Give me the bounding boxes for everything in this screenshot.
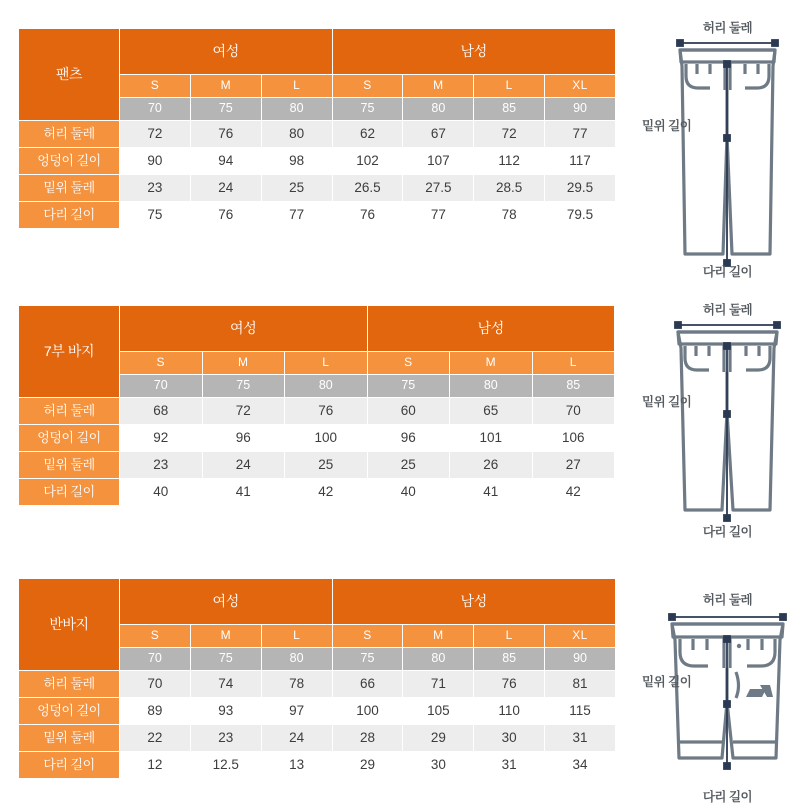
measurement-value-cell: 90 [120, 148, 190, 174]
measurement-value-cell: 105 [403, 698, 473, 724]
measurement-value-cell: 76 [333, 202, 403, 228]
product-name-cell: 반바지 [19, 579, 119, 670]
measurement-value-cell: 68 [120, 398, 202, 424]
measurement-value-cell: 22 [120, 725, 190, 751]
size-number-cell: 75 [203, 375, 285, 397]
measurement-value-cell: 77 [262, 202, 332, 228]
capri-rise-label: 밑위 길이 [642, 395, 692, 409]
size-letter-cell: S [368, 352, 450, 374]
size-number-cell: 80 [403, 98, 473, 120]
measurement-value-cell: 42 [285, 479, 367, 505]
capri-waist-label: 허리 둘레 [702, 303, 753, 317]
measurement-value-cell: 107 [403, 148, 473, 174]
measurement-value-cell: 72 [203, 398, 285, 424]
measurement-value-cell: 117 [545, 148, 615, 174]
size-number-cell: 80 [262, 98, 332, 120]
shorts-leg-label: 다리 길이 [702, 790, 753, 804]
measurement-label-cell: 허리 둘레 [19, 671, 119, 697]
measurement-value-cell: 42 [533, 479, 615, 505]
measurement-value-cell: 93 [191, 698, 261, 724]
pants-waist-label: 허리 둘레 [702, 21, 753, 35]
size-letter-cell: S [120, 352, 202, 374]
size-letter-cell: S [333, 625, 403, 647]
measurement-value-cell: 76 [191, 121, 261, 147]
measurement-value-cell: 100 [285, 425, 367, 451]
table-row [19, 398, 614, 424]
measurement-value-cell: 74 [191, 671, 261, 697]
size-letter-cell: XL [545, 625, 615, 647]
size-number-cell: 85 [474, 648, 544, 670]
size-letter-cell: L [262, 75, 332, 97]
size-number-cell: 75 [368, 375, 450, 397]
capri-garment-icon [640, 300, 800, 540]
size-number-cell: 75 [191, 98, 261, 120]
measurement-value-cell: 94 [191, 148, 261, 174]
measurement-value-cell: 41 [450, 479, 532, 505]
size-number-cell: 70 [120, 98, 190, 120]
measurement-value-cell: 98 [262, 148, 332, 174]
measurement-value-cell: 34 [545, 752, 615, 778]
measurement-value-cell: 12.5 [191, 752, 261, 778]
size-letter-cell: M [403, 625, 473, 647]
size-letter-cell: S [120, 625, 190, 647]
product-name-cell: 7부 바지 [19, 306, 119, 397]
measurement-value-cell: 72 [120, 121, 190, 147]
measurement-value-cell: 78 [262, 671, 332, 697]
size-table [18, 305, 615, 506]
size-table [18, 28, 616, 229]
table-row [19, 121, 615, 147]
measurement-label-cell: 다리 길이 [19, 479, 119, 505]
size-letter-cell: M [203, 352, 285, 374]
measurement-value-cell: 25 [262, 175, 332, 201]
size-chart-block-pants [18, 28, 616, 229]
size-number-cell: 80 [450, 375, 532, 397]
measurement-value-cell: 26.5 [333, 175, 403, 201]
measurement-value-cell: 27 [533, 452, 615, 478]
table-row [19, 725, 615, 751]
measurement-value-cell: 102 [333, 148, 403, 174]
measurement-value-cell: 60 [368, 398, 450, 424]
table-row [19, 202, 615, 228]
measurement-value-cell: 70 [120, 671, 190, 697]
measurement-value-cell: 71 [403, 671, 473, 697]
size-letter-cell: L [285, 352, 367, 374]
measurement-value-cell: 67 [403, 121, 473, 147]
measurement-value-cell: 29 [403, 725, 473, 751]
measurement-value-cell: 31 [545, 725, 615, 751]
measurement-value-cell: 24 [191, 175, 261, 201]
measurement-value-cell: 110 [474, 698, 544, 724]
measurement-value-cell: 72 [474, 121, 544, 147]
gender-header-cell: 남성 [368, 306, 615, 351]
size-letter-cell: L [262, 625, 332, 647]
gender-header-cell: 여성 [120, 306, 367, 351]
pants-diagram [640, 18, 800, 280]
size-number-cell: 75 [333, 98, 403, 120]
measurement-label-cell: 엉덩이 길이 [19, 148, 119, 174]
measurement-value-cell: 62 [333, 121, 403, 147]
measurement-label-cell: 다리 길이 [19, 202, 119, 228]
measurement-value-cell: 26 [450, 452, 532, 478]
measurement-value-cell: 30 [474, 725, 544, 751]
measurement-value-cell: 23 [120, 175, 190, 201]
table-row [19, 479, 614, 505]
capri-leg-label: 다리 길이 [702, 525, 753, 539]
measurement-value-cell: 41 [203, 479, 285, 505]
pants-rise-label: 밑위 길이 [642, 119, 692, 133]
pants-garment-icon [640, 18, 800, 280]
measurement-value-cell: 101 [450, 425, 532, 451]
measurement-value-cell: 115 [545, 698, 615, 724]
measurement-label-cell: 엉덩이 길이 [19, 425, 119, 451]
measurement-value-cell: 77 [403, 202, 473, 228]
measurement-value-cell: 75 [120, 202, 190, 228]
size-chart-block-capri [18, 305, 615, 506]
size-letter-cell: S [333, 75, 403, 97]
measurement-value-cell: 25 [285, 452, 367, 478]
measurement-value-cell: 66 [333, 671, 403, 697]
measurement-value-cell: 106 [533, 425, 615, 451]
size-number-cell: 75 [191, 648, 261, 670]
measurement-label-cell: 다리 길이 [19, 752, 119, 778]
size-number-cell: 70 [120, 375, 202, 397]
table-row [19, 698, 615, 724]
size-letter-cell: M [191, 625, 261, 647]
table-row [19, 425, 614, 451]
measurement-value-cell: 100 [333, 698, 403, 724]
measurement-value-cell: 81 [545, 671, 615, 697]
table-row [19, 452, 614, 478]
size-number-cell: 80 [262, 648, 332, 670]
measurement-value-cell: 23 [120, 452, 202, 478]
measurement-value-cell: 40 [368, 479, 450, 505]
size-number-cell: 85 [474, 98, 544, 120]
measurement-value-cell: 80 [262, 121, 332, 147]
size-number-cell: 90 [545, 648, 615, 670]
gender-header-cell: 남성 [333, 579, 615, 624]
table-row [19, 175, 615, 201]
measurement-label-cell: 밑위 둘레 [19, 452, 119, 478]
size-letter-cell: S [120, 75, 190, 97]
pants-leg-label: 다리 길이 [702, 265, 753, 279]
measurement-label-cell: 엉덩이 길이 [19, 698, 119, 724]
shorts-garment-icon [640, 590, 800, 805]
measurement-label-cell: 허리 둘레 [19, 398, 119, 424]
measurement-value-cell: 78 [474, 202, 544, 228]
size-table [18, 578, 616, 779]
size-letter-cell: L [474, 625, 544, 647]
shorts-rise-label: 밑위 길이 [642, 675, 692, 689]
size-number-cell: 80 [403, 648, 473, 670]
measurement-value-cell: 96 [203, 425, 285, 451]
size-number-cell: 75 [333, 648, 403, 670]
measurement-value-cell: 76 [285, 398, 367, 424]
size-chart-block-shorts [18, 578, 616, 779]
measurement-value-cell: 89 [120, 698, 190, 724]
measurement-value-cell: 29 [333, 752, 403, 778]
table-row [19, 671, 615, 697]
measurement-value-cell: 79.5 [545, 202, 615, 228]
measurement-value-cell: 30 [403, 752, 473, 778]
gender-header-cell: 여성 [120, 29, 332, 74]
measurement-value-cell: 13 [262, 752, 332, 778]
capri-diagram [640, 300, 800, 540]
table-row [19, 148, 615, 174]
measurement-value-cell: 24 [203, 452, 285, 478]
size-letter-cell: M [191, 75, 261, 97]
product-name-cell: 팬츠 [19, 29, 119, 120]
measurement-value-cell: 28 [333, 725, 403, 751]
size-letter-cell: M [403, 75, 473, 97]
measurement-value-cell: 25 [368, 452, 450, 478]
measurement-value-cell: 77 [545, 121, 615, 147]
measurement-value-cell: 12 [120, 752, 190, 778]
measurement-value-cell: 28.5 [474, 175, 544, 201]
shorts-waist-label: 허리 둘레 [702, 593, 753, 607]
gender-header-cell: 남성 [333, 29, 615, 74]
measurement-value-cell: 70 [533, 398, 615, 424]
measurement-value-cell: 27.5 [403, 175, 473, 201]
measurement-value-cell: 112 [474, 148, 544, 174]
measurement-value-cell: 76 [474, 671, 544, 697]
gender-header-cell: 여성 [120, 579, 332, 624]
measurement-value-cell: 31 [474, 752, 544, 778]
measurement-value-cell: 29.5 [545, 175, 615, 201]
measurement-value-cell: 76 [191, 202, 261, 228]
measurement-value-cell: 24 [262, 725, 332, 751]
size-letter-cell: XL [545, 75, 615, 97]
measurement-label-cell: 밑위 둘레 [19, 175, 119, 201]
measurement-value-cell: 65 [450, 398, 532, 424]
size-letter-cell: M [450, 352, 532, 374]
size-number-cell: 85 [533, 375, 615, 397]
measurement-value-cell: 97 [262, 698, 332, 724]
size-letter-cell: L [474, 75, 544, 97]
measurement-label-cell: 밑위 둘레 [19, 725, 119, 751]
measurement-value-cell: 40 [120, 479, 202, 505]
measurement-label-cell: 허리 둘레 [19, 121, 119, 147]
size-number-cell: 80 [285, 375, 367, 397]
new-balance-logo-icon [746, 685, 773, 697]
measurement-value-cell: 92 [120, 425, 202, 451]
size-letter-cell: L [533, 352, 615, 374]
size-number-cell: 70 [120, 648, 190, 670]
measurement-value-cell: 23 [191, 725, 261, 751]
table-row [19, 752, 615, 778]
size-number-cell: 90 [545, 98, 615, 120]
shorts-diagram [640, 590, 800, 805]
measurement-value-cell: 96 [368, 425, 450, 451]
